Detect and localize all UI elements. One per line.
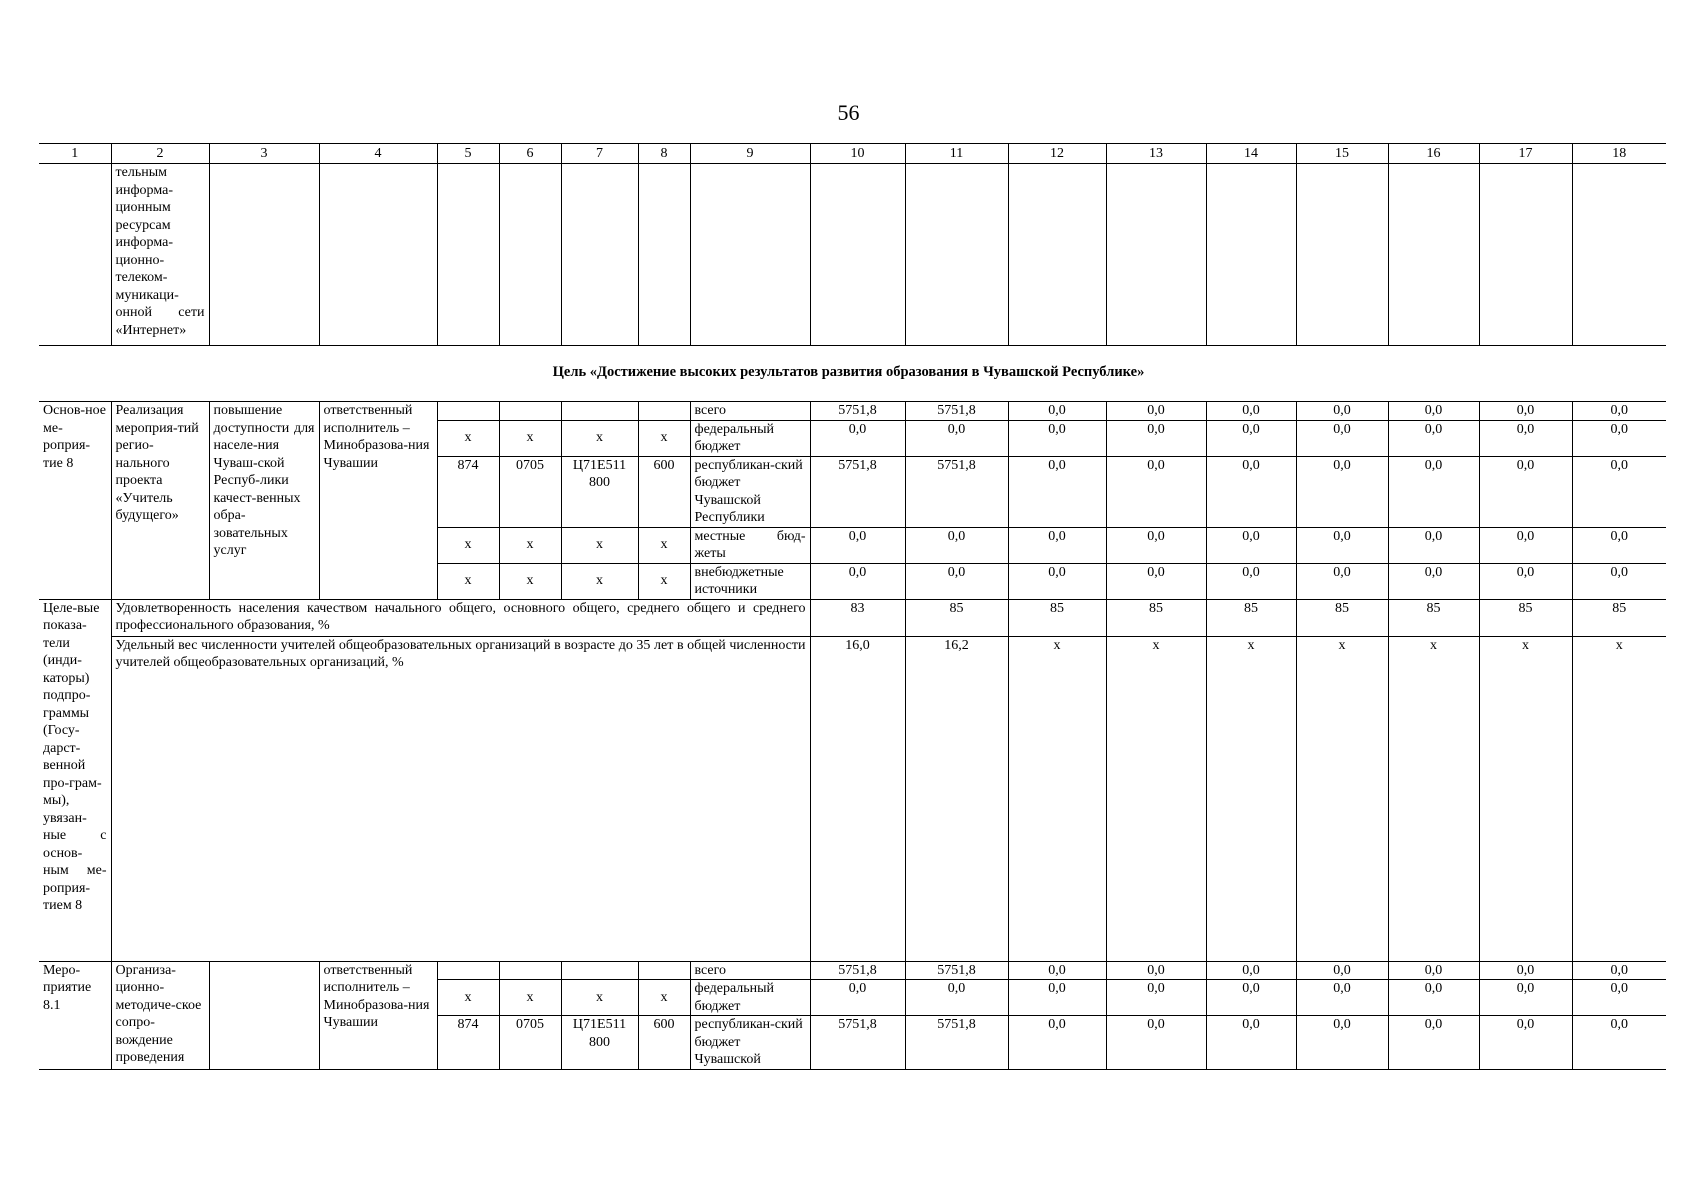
column-header: 13 <box>1106 144 1206 164</box>
column-header: 7 <box>561 144 638 164</box>
funding-source: всего <box>690 402 810 421</box>
continuation-row <box>39 164 1666 346</box>
funding-source: местные бюд-жеты <box>690 527 810 563</box>
indicator-row: Целе-вые показа-тели (инди-каторы) подпро-граммы (Госу-дарст-венной про-грам-мы), увязан-ные с основ-ным ме-роприя-тием 8 Удовлетворенность населения качеством начального общего, основного общего, среднего общего и среднего профессионального образования, % 83 85 85 85 85 85 85 85 85 <box>39 599 1666 636</box>
column-header: 18 <box>1572 144 1666 164</box>
column-header: 1 <box>39 144 111 164</box>
funding-source: федеральный бюджет <box>690 420 810 456</box>
column-header: 17 <box>1479 144 1572 164</box>
column-header: 5 <box>437 144 499 164</box>
activity8-row: x x x x местные бюд-жеты 0,0 0,0 0,0 0,0 0,0 0,0 0,0 0,0 0,0 <box>39 527 1666 563</box>
measure81-col4: ответственный исполнитель – Минобразова-ния Чувашии <box>319 961 437 1069</box>
page-number: 56 <box>837 100 860 125</box>
measure81-col1: Меро-приятие 8.1 <box>39 961 111 1069</box>
indicators-col1: Целе-вые показа-тели (инди-каторы) подпро-граммы (Госу-дарст-венной про-грам-мы), увязан-ные с основ-ным ме-роприя-тием 8 <box>39 599 111 961</box>
measure81-row: Меро-приятие 8.1 Организа-ционно-методиче-ское сопро-вождение проведения ответственный исполнитель – Минобразова-ния Чувашии всего 5751,8 5751,8 0,0 0,0 0,0 0,0 0,0 0,0 0,0 <box>39 961 1666 980</box>
indicator-text: Удовлетворенность населения качеством начального общего, основного общего, среднего общего и среднего профессионального образования, % <box>111 599 810 636</box>
column-header: 15 <box>1296 144 1388 164</box>
activity8-row: 874 0705 Ц71Е511 800 600 республикан-ский бюджет Чувашской Республики 5751,8 5751,8 0,0 0,0 0,0 0,0 0,0 0,0 0,0 <box>39 456 1666 527</box>
funding-source: республикан-ский бюджет Чувашской Республики <box>690 456 810 527</box>
column-header: 14 <box>1206 144 1296 164</box>
column-header: 16 <box>1388 144 1479 164</box>
measure81-col3 <box>209 961 319 1069</box>
column-header: 10 <box>810 144 905 164</box>
measure81-col2: Организа-ционно-методиче-ское сопро-вождение проведения <box>111 961 209 1069</box>
funding-source: всего <box>690 961 810 980</box>
funding-source: республикан-ский бюджет Чувашской <box>690 1016 810 1070</box>
column-header: 8 <box>638 144 690 164</box>
activity8-col3: повышение доступности для населе-ния Чуваш-ской Респуб-лики качест-венных обра-зовательных услуг <box>209 402 319 600</box>
activity8-col2: Реализация мероприя-тий регио-нального проекта «Учитель будущего» <box>111 402 209 600</box>
funding-source: внебюджетные источники <box>690 563 810 599</box>
column-header: 3 <box>209 144 319 164</box>
column-header: 12 <box>1008 144 1106 164</box>
funding-source: федеральный бюджет <box>690 980 810 1016</box>
activity8-row: Основ-ное ме-роприя-тие 8 Реализация мероприя-тий регио-нального проекта «Учитель будущего» повышение доступности для населе-ния Чуваш-ской Респуб-лики качест-венных обра-зовательных услуг ответственный исполнитель – Минобразова-ния Чувашии всего 5751,8 5751,8 0,0 0,0 0,0 0,0 0,0 0,0 0,0 <box>39 402 1666 421</box>
table-continuation <box>39 143 1666 346</box>
measure81-row: x x x x федеральный бюджет 0,0 0,0 0,0 0,0 0,0 0,0 0,0 0,0 0,0 <box>39 980 1666 1016</box>
column-header: 11 <box>905 144 1008 164</box>
column-header: 4 <box>319 144 437 164</box>
indicator-row: Удельный вес численности учителей общеобразовательных организаций в возрасте до 35 лет в общей численности учителей общеобразовательных организаций, % 16,0 16,2 x x x x x x x <box>39 636 1666 961</box>
indicator-text: Удельный вес численности учителей общеобразовательных организаций в возрасте до 35 лет в общей численности учителей общеобразовательных организаций, % <box>111 636 810 961</box>
continuation-cell: тельным информа-ционным ресурсам информа-ционно-телеком-муникаци-онной сети «Интернет» <box>111 164 209 346</box>
goal-heading: Цель «Достижение высоких результатов развития образования в Чувашской Республике» <box>552 364 1145 380</box>
column-header: 9 <box>690 144 810 164</box>
activity8-col4: ответственный исполнитель – Минобразова-ния Чувашии <box>319 402 437 600</box>
activity8-row: x x x x внебюджетные источники 0,0 0,0 0,0 0,0 0,0 0,0 0,0 0,0 0,0 <box>39 563 1666 599</box>
measure81-row: 874 0705 Ц71Е511 800 600 республикан-ский бюджет Чувашской 5751,8 5751,8 0,0 0,0 0,0 0,0 0,0 0,0 0,0 <box>39 1016 1666 1070</box>
activity8-row: x x x x федеральный бюджет 0,0 0,0 0,0 0,0 0,0 0,0 0,0 0,0 0,0 <box>39 420 1666 456</box>
column-header: 6 <box>499 144 561 164</box>
table-activities <box>39 401 1666 1070</box>
activity8-col1: Основ-ное ме-роприя-тие 8 <box>39 402 111 600</box>
column-header: 2 <box>111 144 209 164</box>
column-header-row <box>39 144 1666 164</box>
